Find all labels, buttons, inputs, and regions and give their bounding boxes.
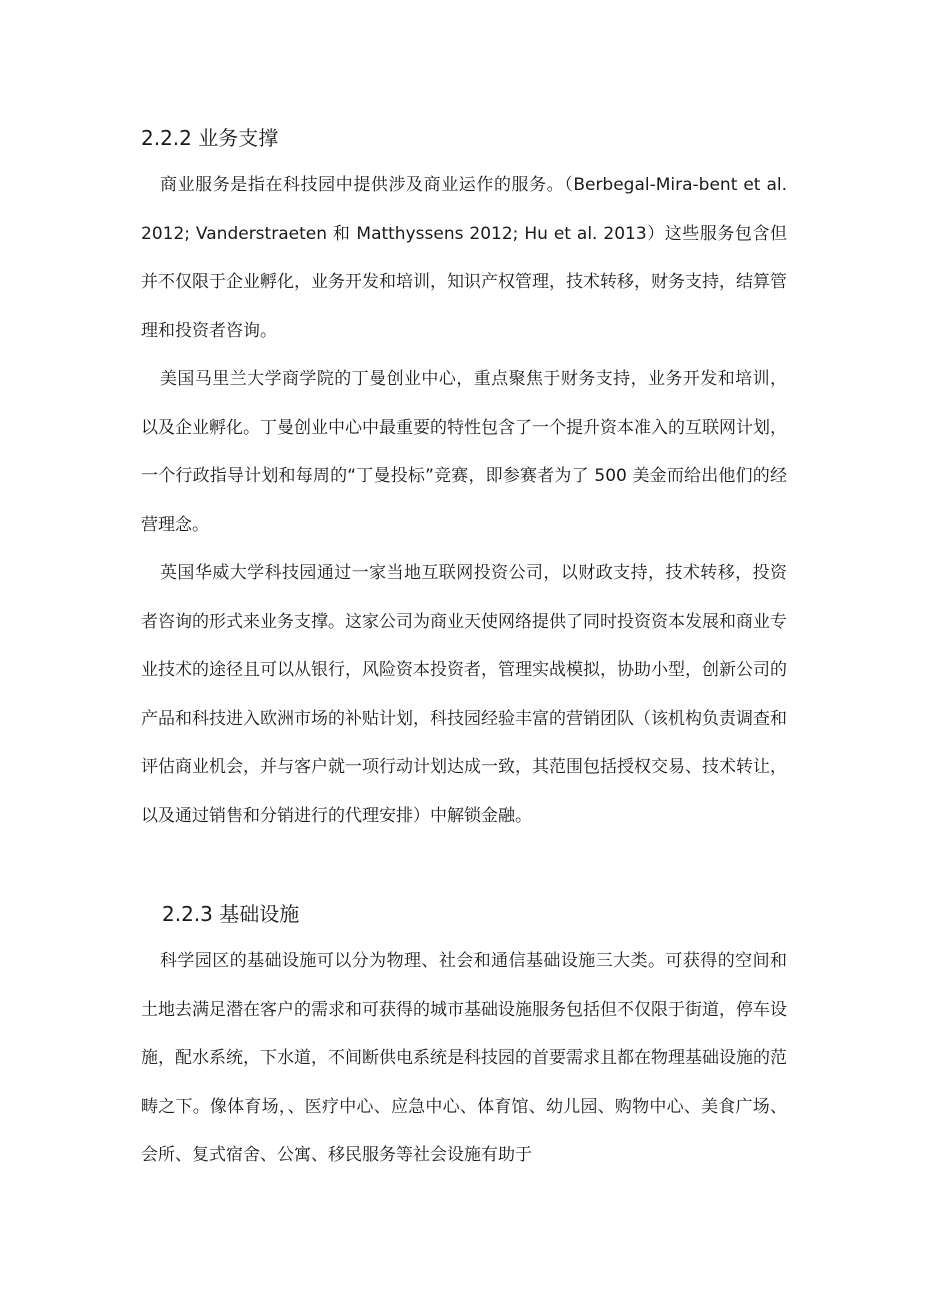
paragraph-business-services: 商业服务是指在科技园中提供涉及商业运作的服务。（Berbegal-Mira-bent et al. 2012; Vanderstraeten 和 Matthyssens 2012; Hu et al. 2013）这些服务包含但并不仅限于企业孵化，业务开发和培训，知识产权管理，技术转移，财务支持，结算管理和投资者咨询。 — [141, 175, 787, 341]
paragraph-infrastructure: 科学园区的基础设施可以分为物理、社会和通信基础设施三大类。可获得的空间和土地去满足潜在客户的需求和可获得的城市基础设施服务包括但不仅限于街道，停车设施，配水系统，下水道，不间断供电系统是科技园的首要需求且都在物理基础设施的范畴之下。像体育场，、医疗中心、应急中心、体育馆、幼儿园、购物中心、美食广场、会所、复式宿舍、公寓、移民服务等社会设施有助于 — [141, 951, 787, 1165]
paragraph-dingman-center: 美国马里兰大学商学院的丁曼创业中心，重点聚焦于财务支持，业务开发和培训，以及企业孵化。丁曼创业中心中最重要的特性包含了一个提升资本准入的互联网计划，一个行政指导计划和每周的“丁曼投标”竞赛，即参赛者为了 500 美金而给出他们的经营理念。 — [141, 369, 787, 535]
section-heading-2-2-2: 2.2.2 业务支撑 — [141, 126, 279, 150]
paragraph-warwick-science-park: 英国华威大学科技园通过一家当地互联网投资公司，以财政支持，技术转移，投资者咨询的形式来业务支撑。这家公司为商业天使网络提供了同时投资资本发展和商业专业技术的途径且可以从银行，风险资本投资者，管理实战模拟，协助小型，创新公司的产品和科技进入欧洲市场的补贴计划，科技园经验丰富的营销团队（该机构负责调查和评估商业机会，并与客户就一项行动计划达成一致，其范围包括授权交易、技术转让，以及通过销售和分销进行的代理安排）中解锁金融。 — [141, 563, 787, 826]
section-heading-2-2-3: 2.2.3 基础设施 — [162, 902, 300, 926]
